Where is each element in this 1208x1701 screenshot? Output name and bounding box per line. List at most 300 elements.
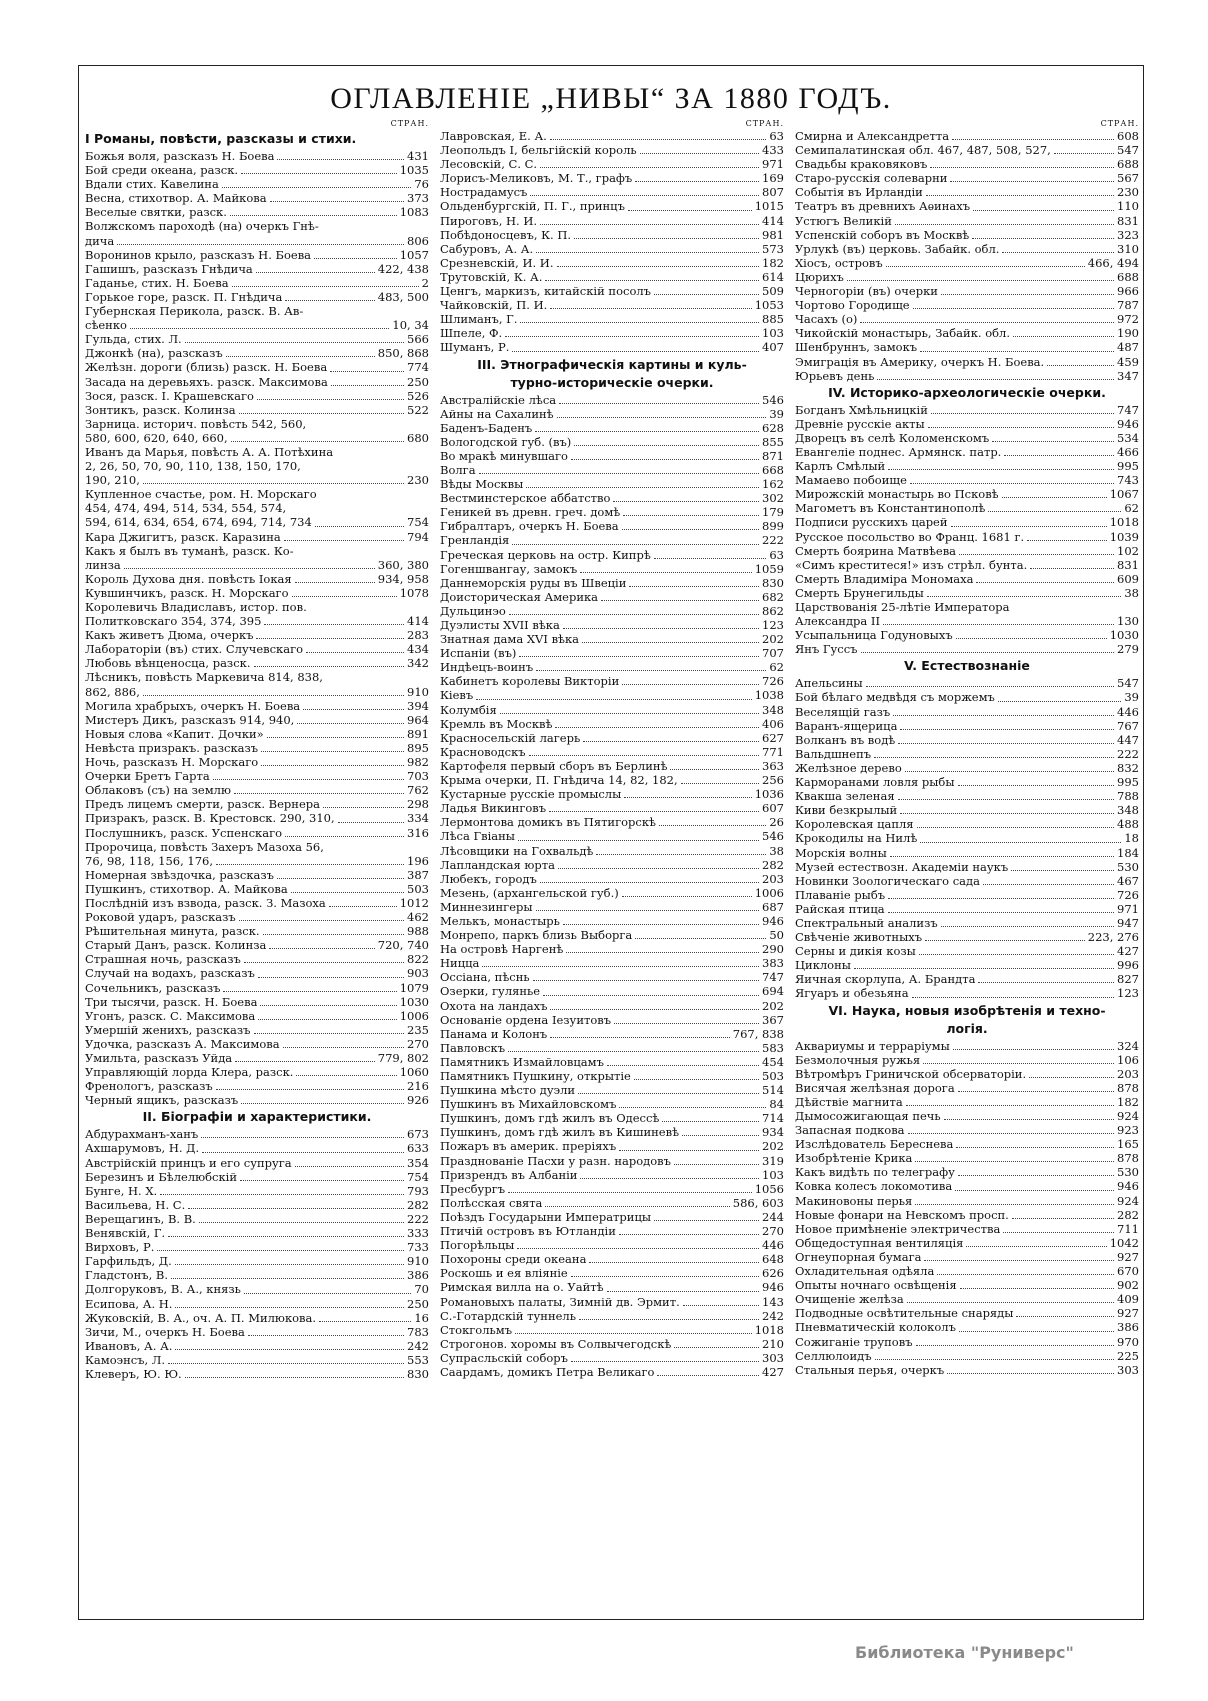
page-number: 626 (762, 1266, 784, 1281)
toc-entry (795, 445, 1139, 459)
entry-title: Камоэнсъ, Л. (85, 1352, 166, 1367)
entry-title: 594, 614, 634, 654, 674, 694, 714, 734 (85, 515, 312, 530)
entry-title: Предъ лицемъ смерти, разск. Вернера (85, 797, 320, 812)
toc-entry (440, 872, 784, 886)
page-number: 1015 (754, 199, 784, 214)
dot-leader (240, 1179, 404, 1181)
toc-entry (440, 533, 784, 547)
dot-leader (306, 651, 404, 653)
toc-entry (85, 910, 429, 924)
toc-entry (85, 924, 429, 938)
entry-title: Васильева, Н. С. (85, 1197, 186, 1212)
toc-entry (85, 868, 429, 882)
dot-leader (1003, 1231, 1114, 1233)
dot-leader (958, 1174, 1114, 1176)
dot-leader (960, 1287, 1114, 1289)
entry-title: Баденъ-Баденъ (440, 420, 533, 435)
dot-leader (512, 350, 759, 352)
dot-leader (143, 482, 404, 484)
toc-entry (440, 463, 784, 477)
page-number: 947 (1117, 915, 1139, 930)
dot-leader (580, 1177, 759, 1179)
entry-title: Александра II (795, 614, 881, 629)
toc-entry (85, 262, 429, 276)
dot-leader (1002, 251, 1114, 253)
page-number: 70 (414, 1282, 429, 1297)
dot-leader (557, 265, 760, 267)
dot-leader (482, 965, 759, 967)
dot-leader (624, 796, 751, 798)
dot-leader (607, 1290, 760, 1292)
dot-leader (226, 355, 375, 357)
entry-title: Срезневскiй, И. И. (440, 255, 554, 270)
dot-leader (607, 1064, 759, 1066)
section-heading: VI. Наука, новыя изобрѣтенiя и техно- (828, 1002, 1106, 1018)
dot-leader (959, 1330, 1114, 1332)
toc-entry (795, 1278, 1139, 1292)
page-number: 530 (1117, 1165, 1139, 1180)
dot-leader (319, 1320, 411, 1322)
toc-entry (85, 346, 429, 360)
entry-title: Крыма очерки, П. Гнѣдича 14, 82, 182, (440, 773, 678, 788)
page-number: 310 (1117, 241, 1139, 256)
toc-entry (440, 1154, 784, 1168)
entry-title: Мистеръ Дикъ, разсказъ 914, 940, (85, 712, 295, 727)
toc-entry (795, 270, 1139, 284)
page-number: 1018 (754, 1322, 784, 1337)
toc-entry (795, 355, 1139, 369)
entry-title: Веселые святки, разск. (85, 205, 227, 220)
entry-title: Абдурахманъ-ханъ (85, 1127, 199, 1142)
page-number: 270 (762, 1224, 784, 1239)
page-number: 783 (407, 1324, 429, 1339)
entry-title: Божья воля, разсказъ Н. Боева (85, 149, 275, 163)
entry-title: Кувшинчикъ, разск. Н. Морскаго (85, 585, 289, 600)
dot-leader (958, 1090, 1114, 1092)
page-number: 787 (1117, 298, 1139, 313)
entry-title: 580, 600, 620, 640, 660, (85, 430, 228, 445)
toc-entry (795, 690, 1139, 704)
entry-title: Долгоруковъ, В. А., князь (85, 1282, 241, 1297)
entry-title: Кабинетъ королевы Викторiи (440, 674, 620, 689)
entry-title: Управляющiй лорда Клера, разск. (85, 1065, 294, 1080)
page-number: 422, 438 (377, 261, 429, 276)
toc-entry (795, 417, 1139, 431)
entry-title: Какъ живетъ Дюма, очеркъ (85, 628, 254, 643)
entry-title: Побѣдоносцевъ, К. П. (440, 227, 572, 242)
dot-leader (550, 1008, 759, 1010)
toc-entry (795, 403, 1139, 417)
dot-leader (519, 655, 759, 657)
dot-leader (216, 863, 404, 865)
dot-leader (959, 553, 1114, 555)
dot-leader (941, 293, 1114, 295)
entry-title: 76, 98, 118, 156, 176, (85, 853, 214, 868)
toc-entry (795, 431, 1139, 445)
entry-title: Римская вилла на о. Уайтѣ (440, 1280, 604, 1295)
entry-title: Смерть боярина Матвѣева (795, 543, 957, 558)
toc-entry (440, 1210, 784, 1224)
entry-title: Ладья Викинговъ (440, 801, 547, 816)
page-number: 609 (1117, 571, 1139, 586)
page-number: 298 (407, 797, 429, 812)
toc-entry (795, 487, 1139, 501)
toc-entry (795, 1151, 1139, 1165)
toc-entry (85, 473, 429, 487)
entry-title: Празднованiе Пасхи у разн. народовъ (440, 1153, 671, 1168)
dot-leader (674, 1346, 759, 1348)
page-number: 694 (762, 984, 784, 999)
dot-leader (657, 1374, 759, 1376)
page-number: 927 (1117, 1306, 1139, 1321)
page-number: 63 (769, 547, 784, 562)
page-number: 767 (1117, 718, 1139, 733)
dot-leader (222, 186, 412, 188)
page-frame (78, 65, 1144, 1620)
dot-leader (223, 990, 396, 992)
entry-title: Лорисъ-Меликовъ, М. Т., графъ (440, 171, 633, 186)
page-number: 230 (1117, 185, 1139, 200)
entry-title: Успенскiй соборъ въ Москвѣ (795, 227, 970, 242)
entry-title: Вѣтромѣръ Гриничской обсерваторiи. (795, 1066, 1027, 1081)
dot-leader (913, 307, 1114, 309)
page-number: 386 (407, 1268, 429, 1283)
toc-entry (795, 340, 1139, 354)
entry-title: Гренландiя (440, 533, 510, 548)
dot-leader (533, 979, 759, 981)
toc-entry (440, 171, 784, 185)
dot-leader (681, 782, 759, 784)
page-number: 196 (407, 853, 429, 868)
dot-leader (640, 152, 759, 154)
dot-leader (258, 976, 404, 978)
toc-entry (440, 1295, 784, 1309)
toc-entry (795, 256, 1139, 270)
page-number: 162 (762, 477, 784, 492)
toc-entry (795, 228, 1139, 242)
entry-title: Селлюлоидъ (795, 1348, 872, 1363)
dot-leader (143, 694, 404, 696)
toc-entry (795, 1264, 1139, 1278)
toc-entry (795, 775, 1139, 789)
entry-line: 454, 474, 494, 514, 534, 554, 574, (85, 501, 287, 516)
entry-title: Морскiя волны (795, 845, 887, 860)
dot-leader (622, 683, 759, 685)
entry-title: Рѣшительная минута, разск. (85, 924, 260, 939)
page-number: 184 (1117, 845, 1139, 860)
page-number: 466, 494 (1087, 255, 1139, 270)
toc-entry (85, 1353, 429, 1367)
dot-leader (248, 1334, 404, 1336)
entry-title: Варанъ-ящерица (795, 718, 898, 733)
page-number: 862 (762, 603, 784, 618)
entry-title: «Симъ креститеся!» изъ стрѣл. бунта. (795, 557, 1028, 572)
page-number: 446 (762, 1238, 784, 1253)
page-number: 216 (407, 1079, 429, 1094)
toc-entry (85, 1009, 429, 1023)
entry-title: Охота на ландахъ (440, 998, 548, 1013)
dot-leader (261, 764, 404, 766)
dot-leader (654, 557, 767, 559)
entry-title: Красносельскiй лагерь (440, 730, 581, 745)
entry-title: Ягуаръ и обезьяна (795, 986, 909, 1001)
page-number: 608 (1117, 129, 1139, 143)
page-number: 433 (762, 143, 784, 158)
toc-entry (795, 1236, 1139, 1250)
dot-leader (244, 961, 404, 963)
column-2 (440, 119, 784, 1379)
dot-leader (124, 567, 375, 569)
entry-title: Пожаръ въ америк. преpiяхъ (440, 1139, 617, 1154)
page-number: 1006 (754, 885, 784, 900)
page-number: 503 (407, 881, 429, 896)
dot-leader (241, 1102, 404, 1104)
page-number: 633 (407, 1141, 429, 1156)
page-number: 244 (762, 1209, 784, 1224)
page-number: 110 (1117, 199, 1139, 214)
toc-entry (795, 171, 1139, 185)
entry-title: Старо-русскiя солеварни (795, 171, 948, 186)
entry-title: Смерть Владимiра Мономаха (795, 571, 974, 586)
entry-title: Желѣзн. дороги (близь) разск. Н. Боева (85, 360, 328, 375)
entry-title: сѣенко (85, 318, 127, 333)
toc-entry (440, 421, 784, 435)
dot-leader (654, 1219, 759, 1221)
page-number: 946 (1117, 416, 1139, 431)
toc-entry (440, 858, 784, 872)
dot-leader (919, 953, 1114, 955)
toc-entry (795, 459, 1139, 473)
entry-line: 2, 26, 50, 70, 90, 110, 138, 150, 170, (85, 459, 301, 474)
entry-title: Пушкинъ въ Михайловскомъ (440, 1097, 617, 1112)
dot-leader (920, 841, 1121, 843)
toc-entry (440, 956, 784, 970)
page-number: 910 (407, 684, 429, 699)
dot-leader (185, 341, 404, 343)
entry-title: Воронинов крыло, разсказъ Н. Боева (85, 247, 312, 262)
dot-leader (297, 722, 404, 724)
page-number: 794 (407, 529, 429, 544)
entry-title: Лавровская, Е. А. (440, 129, 547, 143)
toc-entry (795, 214, 1139, 228)
toc-entry (85, 1212, 429, 1226)
toc-entry (85, 755, 429, 769)
dot-leader (1054, 152, 1114, 154)
entry-title: Часахъ (о) (795, 312, 858, 327)
toc-entry (440, 900, 784, 914)
dot-leader (847, 279, 1114, 281)
page-number: 553 (407, 1352, 429, 1367)
toc-entry (85, 797, 429, 811)
dot-leader (888, 468, 1114, 470)
toc-entry (440, 1252, 784, 1266)
page-number: 934 (762, 1125, 784, 1140)
page-number: 648 (762, 1252, 784, 1267)
dot-leader (683, 1304, 759, 1306)
toc-entry (795, 986, 1139, 1000)
entry-title: Бой бѣлаго медвѣдя съ моржемъ (795, 690, 995, 705)
page-title: ОГЛАВЛЕНIЕ „НИВЫ“ ЗА 1880 ГОДЪ. (330, 82, 892, 115)
page-number: 483, 500 (377, 289, 429, 304)
dot-leader (292, 595, 397, 597)
toc-entry (440, 491, 784, 505)
toc-entry (85, 981, 429, 995)
toc-entry (440, 548, 784, 562)
entry-title: Леопольдъ I, бельгiйскiй король (440, 143, 637, 158)
entry-title: Свѣченiе животныхъ (795, 930, 923, 945)
page-number: 1006 (399, 1008, 429, 1023)
page-number: 409 (1117, 1292, 1139, 1307)
entry-title: Богданъ Хмѣльницкiй (795, 402, 928, 417)
dot-leader (550, 1036, 730, 1038)
dot-leader (888, 897, 1114, 899)
section-heading: логiя. (946, 1020, 988, 1036)
entry-title: Русское посольство во Франц. 1681 г. (795, 529, 1025, 544)
dot-leader (338, 821, 404, 823)
toc-entry (795, 1349, 1139, 1363)
dot-leader (920, 350, 1114, 352)
toc-entry (85, 515, 429, 529)
dot-leader (201, 1136, 404, 1138)
section-heading: I Романы, повѣсти, разсказы и стихи. (85, 131, 357, 146)
toc-entry (85, 403, 429, 417)
dot-leader (973, 209, 1114, 211)
toc-entry (440, 660, 784, 674)
toc-entry (795, 944, 1139, 958)
page-number: 995 (1117, 459, 1139, 474)
toc-entry (85, 1079, 429, 1093)
entry-title: Колумбiя (440, 702, 497, 717)
page-number: 279 (1117, 642, 1139, 657)
dot-leader (530, 194, 759, 196)
toc-entry (795, 761, 1139, 775)
toc-entry (795, 831, 1139, 845)
entry-title: Янъ Гуссъ (795, 642, 858, 657)
toc-entry (440, 256, 784, 270)
dot-leader (241, 172, 397, 174)
dot-leader (269, 947, 374, 949)
entry-title: Событiя въ Ирландiи (795, 185, 923, 200)
dot-leader (635, 937, 766, 939)
dot-leader (917, 826, 1114, 828)
entry-title: Апельсины (795, 676, 863, 691)
entry-title: На островѣ Наргенѣ (440, 942, 564, 957)
entry-title: Греческая церковь на остр. Кипрѣ (440, 547, 651, 562)
dot-leader (1030, 567, 1114, 569)
page-number: 434 (407, 642, 429, 657)
dot-leader (296, 1074, 396, 1076)
entry-title: Павловскъ (440, 1040, 506, 1055)
dot-leader (976, 581, 1114, 583)
entry-title: Геникей въ древн. греч. домѣ (440, 505, 621, 520)
page-number: 250 (407, 374, 429, 389)
entry-title: Бой среди океана, разск. (85, 163, 239, 178)
toc-entry (85, 234, 429, 248)
dot-leader (323, 806, 404, 808)
entry-title: Оссiана, пѣснь (440, 970, 530, 985)
toc-entry (440, 505, 784, 519)
dot-leader (284, 539, 404, 541)
toc-entry (440, 228, 784, 242)
entry-title: Лесовскiй, С. С. (440, 157, 538, 172)
toc-entry (795, 1039, 1139, 1053)
entry-title: Птичiй островъ въ Ютландiи (440, 1224, 616, 1239)
page-number: 720, 740 (377, 938, 429, 953)
page-number: 459 (1117, 354, 1139, 369)
dot-leader (944, 1118, 1114, 1120)
page-number: 39 (1124, 690, 1139, 705)
entry-title: Озерки, гулянье (440, 984, 541, 999)
page-number: 202 (762, 998, 784, 1013)
entry-title: Гибралтаръ, очеркъ Н. Боева (440, 519, 619, 534)
toc-entry (795, 558, 1139, 572)
page-number: 924 (1117, 1109, 1139, 1123)
page-column-label: СТРАН. (745, 119, 784, 128)
entry-title: Королевская цапля (795, 817, 914, 832)
entry-title: Дуэлисты XVII вѣка (440, 618, 560, 632)
section-heading: турно-историческiе очерки. (510, 374, 714, 390)
page-number: 488 (1117, 817, 1139, 832)
toc-entry (440, 1013, 784, 1027)
page-number: 282 (762, 857, 784, 872)
page-number: 242 (407, 1338, 429, 1353)
toc-entry (440, 562, 784, 576)
dot-leader (924, 1259, 1114, 1261)
dot-leader (256, 637, 404, 639)
entry-title: Страшная ночь, разсказъ (85, 952, 241, 967)
entry-title: Испанiи (въ) (440, 646, 517, 661)
toc-entry (85, 332, 429, 346)
dot-leader (314, 257, 397, 259)
entry-title: Любекъ, городъ (440, 871, 537, 886)
toc-entry (795, 628, 1139, 642)
entry-title: Крокодилы на Нилѣ (795, 831, 918, 846)
page-number: 123 (1117, 986, 1139, 1001)
entry-title: Вальдшнепъ (795, 746, 872, 761)
entry-title: Мезень, (архангельской губ.) (440, 885, 619, 900)
page-number: 503 (762, 1069, 784, 1083)
dot-leader (517, 1247, 759, 1249)
entry-title: Даннеморскiя руды въ Швецiи (440, 575, 627, 590)
toc-entry (440, 185, 784, 199)
entry-title: Очерки Бретъ Гарта (85, 769, 210, 784)
entry-title: Хiосъ, островъ (795, 255, 883, 270)
entry-title: С.-Готардскiй туннель (440, 1308, 576, 1323)
page-number: 546 (762, 392, 784, 407)
dot-leader (634, 1078, 759, 1080)
toc-entry (440, 1309, 784, 1323)
toc-entry (440, 284, 784, 298)
toc-entry (440, 928, 784, 942)
entry-title: Новое примѣненiе электричества (795, 1221, 1001, 1236)
toc-entry (85, 389, 429, 403)
toc-entry (795, 1123, 1139, 1137)
toc-entry (440, 1168, 784, 1182)
page-number: 509 (762, 284, 784, 299)
dot-leader (941, 925, 1114, 927)
entry-title: Смерть Брунегильды (795, 585, 924, 600)
entry-line: Королевичь Владиславъ, истор. пов. (85, 600, 307, 614)
entry-title: дича (85, 233, 115, 248)
page-number: 62 (769, 660, 784, 675)
page-number: 586, 603 (732, 1195, 784, 1210)
dot-leader (518, 839, 759, 841)
page-number: 1038 (754, 688, 784, 703)
dot-leader (263, 933, 405, 935)
dot-leader (505, 335, 759, 337)
entry-title: Смирна и Александретта (795, 129, 950, 143)
toc-entry (440, 914, 784, 928)
